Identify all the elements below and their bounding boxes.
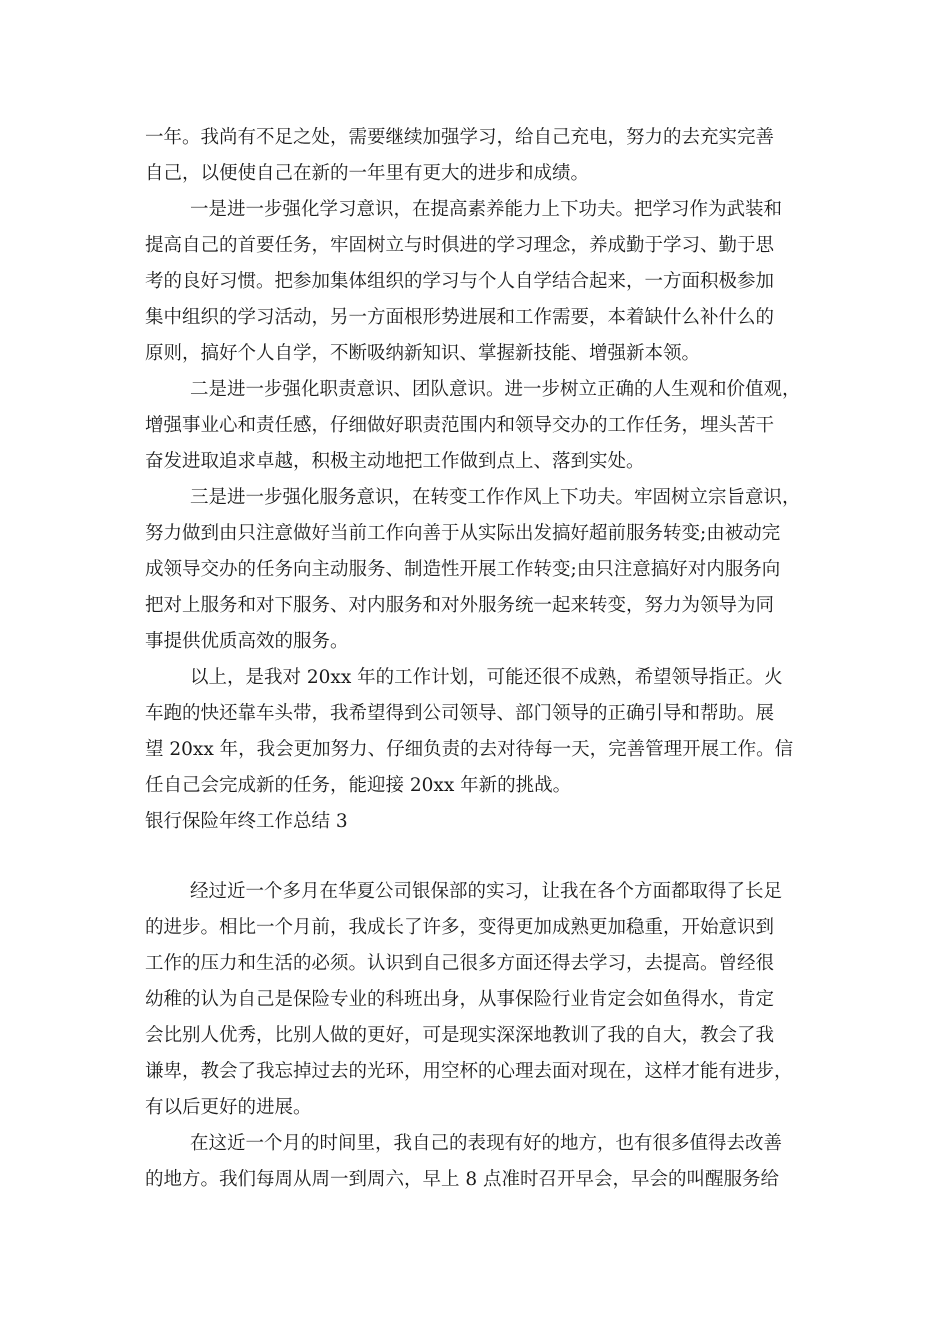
text-line: 把对上服务和对下服务、对内服务和对外服务统一起来转变，努力为领导为同 — [145, 595, 775, 616]
text-line: 幼稚的认为自己是保险专业的科班出身，从事保险行业肯定会如鱼得水，肯定 — [145, 989, 775, 1010]
text-line: 车跑的快还靠车头带，我希望得到公司领导、部门领导的正确引导和帮助。展 — [145, 703, 775, 724]
text-line: 任自己会完成新的任务，能迎接 20xx 年新的挑战。 — [145, 775, 572, 796]
text-line: 会比别人优秀，比别人做的更好，可是现实深深地教训了我的自大，教会了我 — [145, 1025, 775, 1046]
text-line: 奋发进取追求卓越，积极主动地把工作做到点上、落到实处。 — [145, 451, 645, 472]
text-line: 努力做到由只注意做好当前工作向善于从实际出发搞好超前服务转变;由被动完 — [145, 523, 781, 544]
section-heading: 银行保险年终工作总结 3 — [145, 811, 348, 832]
text-line: 谦卑，教会了我忘掉过去的光环，用空杯的心理去面对现在，这样才能有进步， — [145, 1061, 793, 1082]
text-line: 原则，搞好个人自学，不断吸纳新知识、掌握新技能、增强新本领。 — [145, 343, 701, 364]
text-line: 集中组织的学习活动，另一方面根形势进展和工作需要，本着缺什么补什么的 — [145, 307, 775, 328]
text-line: 事提供优质高效的服务。 — [145, 631, 349, 652]
text-line: 成领导交办的任务向主动服务、制造性开展工作转变;由只注意搞好对内服务向 — [145, 559, 781, 580]
text-line: 工作的压力和生活的必须。认识到自己很多方面还得去学习，去提高。曾经很 — [145, 953, 775, 974]
paragraph-start-line: 经过近一个多月在华夏公司银保部的实习，让我在各个方面都取得了长足 — [190, 881, 783, 902]
text-line: 的进步。相比一个月前，我成长了许多，变得更加成熟更加稳重，开始意识到 — [145, 917, 775, 938]
text-line: 提高自己的首要任务，牢固树立与时俱进的学习理念，养成勤于学习、勤于思 — [145, 235, 775, 256]
paragraph-start-line: 以上，是我对 20xx 年的工作计划，可能还很不成熟，希望领导指正。火 — [190, 667, 783, 688]
text-line: 有以后更好的进展。 — [145, 1097, 312, 1118]
paragraph-start-line: 一是进一步强化学习意识，在提高素养能力上下功夫。把学习作为武装和 — [190, 199, 783, 220]
text-line: 考的良好习惯。把参加集体组织的学习与个人自学结合起来，一方面积极参加 — [145, 271, 775, 292]
text-line: 的地方。我们每周从周一到周六，早上 8 点准时召开早会，早会的叫醒服务给 — [145, 1169, 780, 1190]
paragraph-start-line: 三是进一步强化服务意识，在转变工作作风上下功夫。牢固树立宗旨意识， — [190, 487, 801, 508]
text-line: 自己，以便使自己在新的一年里有更大的进步和成绩。 — [145, 163, 590, 184]
text-line: 一年。我尚有不足之处，需要继续加强学习，给自己充电，努力的去充实完善 — [145, 127, 775, 148]
text-line: 望 20xx 年，我会更加努力、仔细负责的去对待每一天，完善管理开展工作。信 — [145, 739, 794, 760]
text-line: 增强事业心和责任感，仔细做好职责范围内和领导交办的工作任务，埋头苦干 — [145, 415, 775, 436]
paragraph-start-line: 二是进一步强化职责意识、团队意识。进一步树立正确的人生观和价值观， — [190, 379, 801, 400]
paragraph-start-line: 在这近一个月的时间里，我自己的表现有好的地方，也有很多值得去改善 — [190, 1133, 783, 1154]
